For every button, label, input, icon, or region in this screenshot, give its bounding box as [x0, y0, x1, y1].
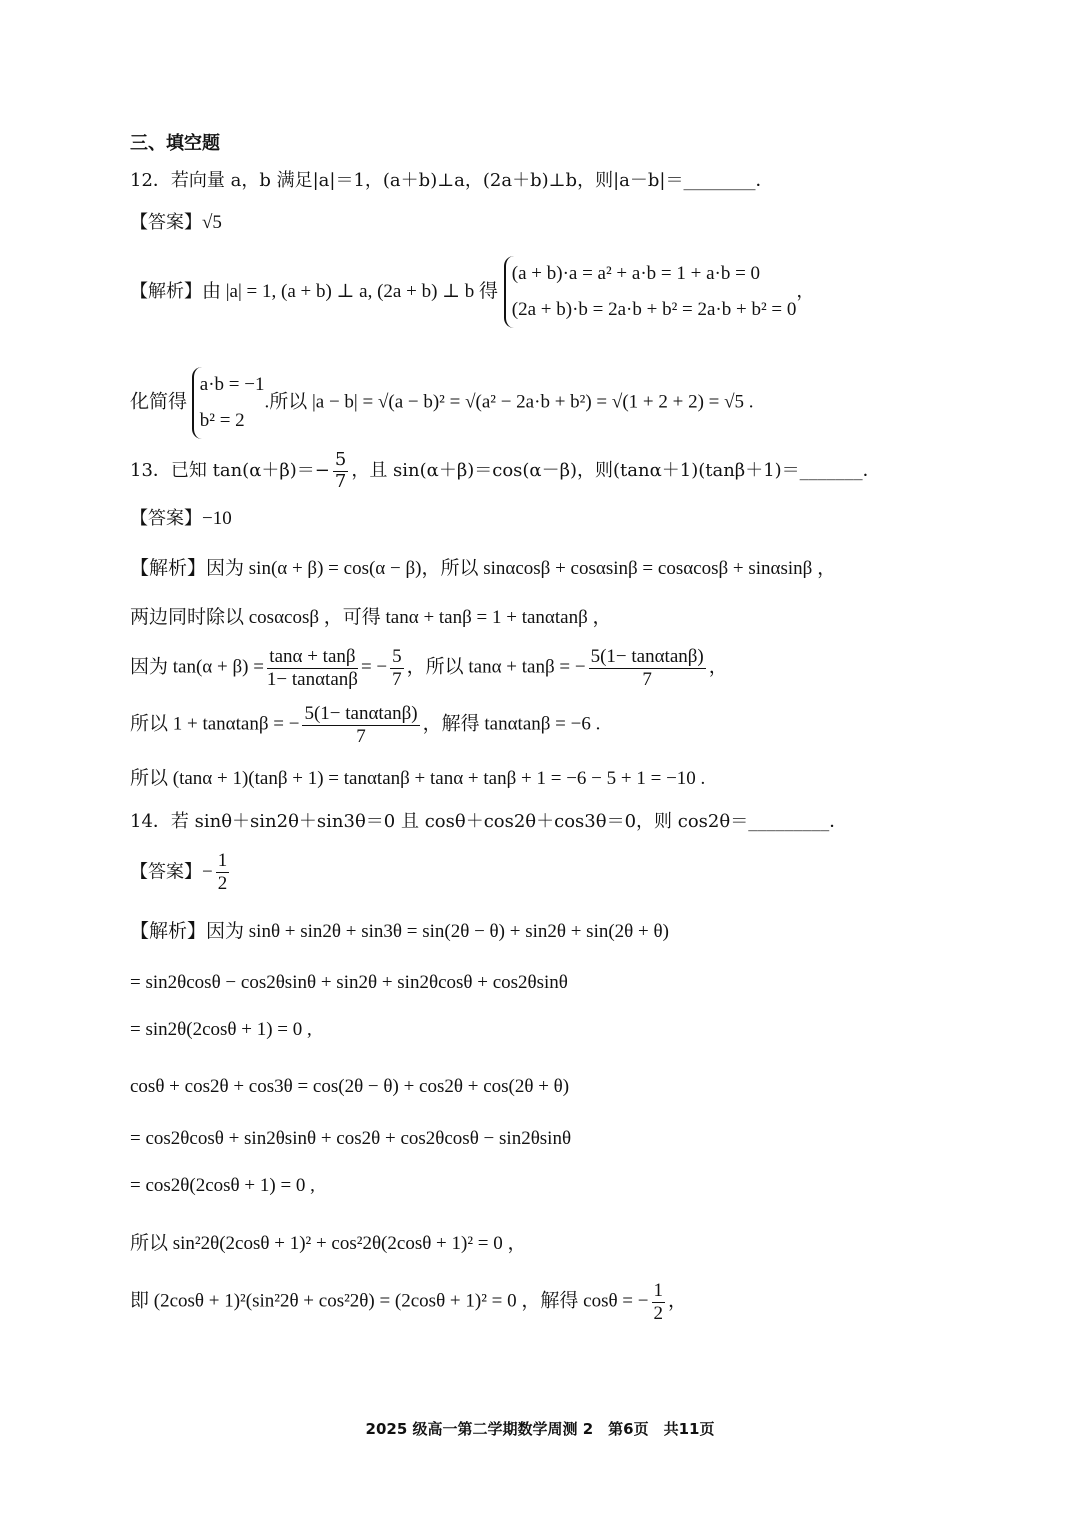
denominator: 7 [356, 725, 366, 747]
denominator: 2 [653, 1302, 663, 1324]
fraction [333, 450, 348, 492]
solution-14-line-6: = cos2θ(2cosθ + 1) = 0 , [130, 1175, 315, 1196]
fraction [267, 646, 358, 691]
solution-13-line-1 [130, 557, 836, 581]
equation-system-2 [192, 367, 265, 439]
solution-14-line-1 [130, 920, 669, 944]
numerator: 5 [392, 646, 402, 667]
solution-14-line-4: cosθ + cos2θ + cos3θ = cos(2θ − θ) + cos2θ + cos(2θ + θ) [130, 1076, 570, 1097]
text: = − [360, 656, 388, 678]
numerator: 5(1− tanαtanβ) [590, 646, 704, 667]
punctuation: ， [796, 281, 815, 303]
denominator: 7 [392, 668, 402, 690]
fraction [652, 1280, 666, 1325]
system2-line-2: b² = 2 [199, 410, 245, 432]
solution-14-line-2: = sin2θcosθ − cos2θsinθ + sin2θ + sin2θcosθ + cos2θsinθ [130, 972, 568, 993]
fraction [390, 646, 404, 691]
numerator: 5 [334, 449, 347, 470]
system-line-2: (2a + b)·b = 2a·b + b² = 2a·b + b² = 0 [511, 299, 797, 321]
solution-13-line-3 [130, 646, 728, 691]
solution-14-line-8 [130, 1280, 687, 1325]
numerator: tanα + tanβ [267, 646, 358, 669]
answer-value: √5 [202, 212, 222, 233]
denominator: 1− tanαtanβ [266, 668, 358, 690]
text: ，所以 tanα + tanβ = − [406, 656, 586, 678]
text: ，解得 tanαtanβ = −6 . [422, 713, 601, 735]
denominator: 7 [334, 470, 347, 492]
solution-14-line-5: = cos2θcosθ + sin2θsinθ + cos2θ + cos2θcosθ − sin2θsinθ [130, 1128, 572, 1149]
solution-14-line-7: 所以 sin²2θ(2cosθ + 1)² + cos²2θ(2cosθ + 1)² = 0 ， [130, 1233, 527, 1254]
question-14: 14．若 sinθ＋sin2θ＋sin3θ＝0 且 cosθ＋cos2θ＋cos3θ＝0，则 cos2θ＝_________． [130, 811, 848, 832]
denominator: 2 [217, 872, 228, 894]
solution-13-line-5: 所以 (tanα + 1)(tanβ + 1) = tanαtanβ + tanα + tanβ + 1 = −6 − 5 + 1 = −10 . [130, 768, 706, 789]
answer-14 [130, 850, 232, 895]
solution-14-line-3: = sin2θ(2cosθ + 1) = 0 , [130, 1019, 312, 1040]
question-13-part-a: 13．已知 tan(α＋β)＝− [130, 460, 330, 482]
system2-line-1: a·b = −1 [199, 374, 265, 395]
solution-12-simplify [130, 367, 754, 439]
answer-12 [130, 212, 222, 235]
solution-text: 因为 sin(α + β) = cos(α − β)，所以 sinαcosβ + cosαsinβ = cosαcosβ + sinαsinβ ， [206, 558, 837, 579]
conclusion: .所以 |a − b| = √(a − b)² = √(a² − 2a·b + b²) = √(1 + 2 + 2) = √5 . [264, 391, 754, 413]
solution-13-line-4 [130, 703, 600, 748]
answer-fraction [216, 850, 230, 895]
answer-tag: 【答案】 [130, 508, 202, 529]
section-heading: 三、填空题 [130, 133, 220, 154]
fraction [302, 703, 419, 748]
text: ， [668, 1290, 688, 1312]
solution-tag: 【解析】 [130, 557, 207, 579]
solution-12-main [130, 256, 814, 328]
answer-13 [130, 508, 232, 531]
question-12: 12．若向量 a，b 满足|a|＝1，(a＋b)⊥a，(2a＋b)⊥b，则|a－b|＝________． [130, 170, 774, 191]
equation-system-1 [504, 256, 797, 328]
numerator: 1 [217, 850, 228, 871]
question-13-part-b: ，且 sin(α＋β)＝cos(α－β)，则(tanα＋1)(tanβ＋1)＝_______． [351, 460, 881, 482]
solution-13-line-2: 两边同时除以 cosαcosβ ，可得 tanα + tanβ = 1 + tanαtanβ ， [130, 607, 612, 628]
answer-sign: − [202, 861, 213, 883]
text: 即 (2cosθ + 1)²(sin²2θ + cos²2θ) = (2cosθ + 1)² = 0 ，解得 cosθ = − [130, 1290, 649, 1312]
page-footer: 2025 级高一第二学期数学周测 2 第6页 共11页 [365, 1420, 715, 1438]
denominator: 7 [642, 668, 652, 690]
question-13 [130, 450, 881, 492]
answer-tag: 【答案】 [130, 212, 202, 233]
solution-intro: 由 |a| = 1, (a + b) ⊥ a, (2a + b) ⊥ b 得 [202, 281, 499, 303]
text: ， [708, 656, 728, 678]
answer-tag: 【答案】 [130, 861, 202, 883]
text: 所以 1 + tanαtanβ = − [130, 713, 300, 735]
numerator: 5(1− tanαtanβ) [304, 703, 418, 724]
system-line-1: (a + b)·a = a² + a·b = 1 + a·b = 0 [511, 263, 761, 284]
fraction [589, 646, 706, 691]
solution-tag: 【解析】 [130, 920, 207, 942]
numerator: 1 [653, 1280, 663, 1301]
text: 因为 tan(α + β) = [130, 656, 264, 678]
solution-text: 因为 sinθ + sin2θ + sin3θ = sin(2θ − θ) + sin2θ + sin(2θ + θ) [206, 921, 669, 942]
solution-tag: 【解析】 [130, 281, 202, 303]
answer-value: −10 [202, 508, 232, 529]
simplify-label: 化简得 [130, 391, 188, 413]
